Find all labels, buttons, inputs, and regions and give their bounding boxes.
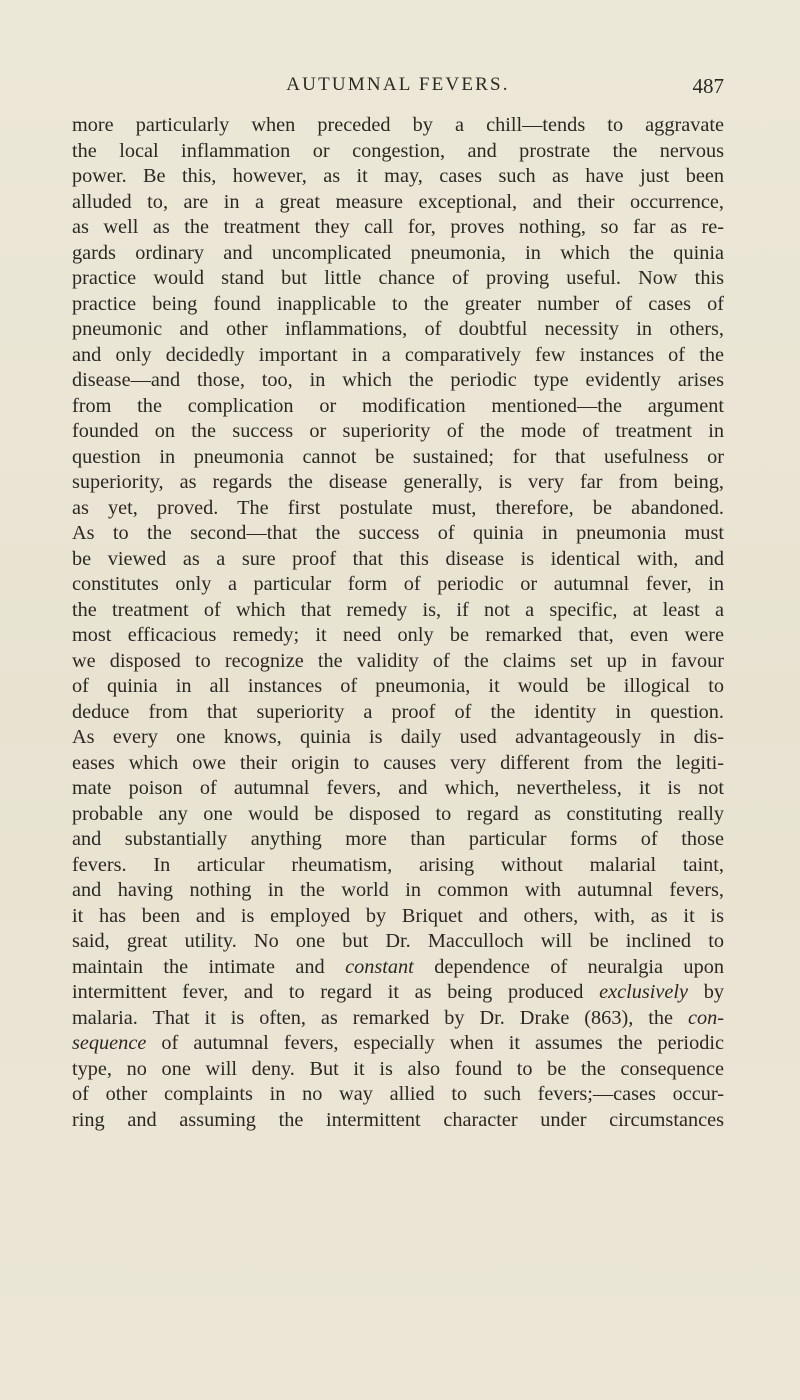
text-line: gards ordinary and uncomplicated pneumonia, in which the quinia [72, 241, 724, 264]
italic-word: con- [687, 1006, 724, 1029]
running-head [72, 74, 724, 106]
text-line: as well as the treatment they call for, proves nothing, so far as re- [72, 216, 724, 238]
text-line: the treatment of which that remedy is, if not a specific, at least a [72, 598, 724, 621]
text-line: we disposed to recognize the validity of the claims set up in favour [72, 649, 724, 672]
text-line: alluded to, are in a great measure exceptional, and their occurrence, [72, 190, 724, 213]
text-line: eases which owe their origin to causes very different from the legiti- [72, 751, 724, 774]
text-line: type, no one will deny. But it is also found to be the consequence [72, 1057, 724, 1080]
text-line [72, 1006, 724, 1032]
text-line: constitutes only a particular form of periodic or autumnal fever, in [72, 573, 724, 595]
text-line: most efficacious remedy; it need only be remarked that, even were [72, 624, 724, 646]
text-line: As to the second—that the success of quinia in pneumonia must [72, 522, 724, 544]
text-line: pneumonic and other inflammations, of doubtful necessity in others, [72, 318, 724, 340]
text-segment: by [688, 981, 724, 1003]
text-line [72, 955, 724, 981]
text-line: and having nothing in the world in common with autumnal fevers, [72, 879, 724, 901]
text-line: of quinia in all instances of pneumonia, it would be illogical to [72, 675, 724, 697]
text-line: mate poison of autumnal fevers, and which, nevertheless, it is not [72, 777, 724, 799]
text-line: and only decidedly important in a comparatively few instances of the [72, 343, 724, 366]
text-line: ring and assuming the intermittent character under circumstances [72, 1108, 724, 1131]
text-line: more particularly when preceded by a chill—tends to aggravate [72, 114, 724, 136]
text-line: founded on the success or superiority of the mode of treatment in [72, 420, 724, 442]
text-line: and substantially anything more than particular forms of those [72, 828, 724, 850]
text-line: practice being found inapplicable to the greater number of cases of [72, 292, 724, 315]
text-line: disease—and those, too, in which the periodic type evidently arises [72, 369, 724, 391]
text-segment: malaria. That it is often, as remarked by Dr. Drake (863), the [72, 1006, 688, 1029]
text-line [72, 1031, 724, 1057]
text-line: from the complication or modification mentioned—the argument [72, 394, 724, 417]
text-line: as yet, proved. The first postulate must, therefore, be abandoned. [72, 496, 724, 519]
text-line: be viewed as a sure proof that this disease is identical with, and [72, 547, 724, 570]
text-segment: of autumnal fevers, especially when it assumes the periodic [146, 1032, 724, 1054]
text-line: question in pneumonia cannot be sustained; for that usefulness or [72, 445, 724, 468]
text-line: said, great utility. No one but Dr. Macculloch will be inclined to [72, 930, 724, 952]
text-line: practice would stand but little chance of proving useful. Now this [72, 267, 724, 289]
text-line: fevers. In articular rheumatism, arising without malarial taint, [72, 853, 724, 876]
text-line: deduce from that superiority a proof of the identity in question. [72, 700, 724, 723]
text-line: As every one knows, quinia is daily used advantageously in dis- [72, 726, 724, 748]
text-segment: intermittent fever, and to regard it as being produced [72, 981, 600, 1003]
body-text [72, 113, 724, 1133]
text-segment: maintain the intimate and [72, 955, 346, 978]
text-line: the local inflammation or congestion, and prostrate the nervous [72, 139, 724, 162]
running-title: AUTUMNAL FEVERS. [286, 74, 510, 95]
italic-word: sequence [72, 1032, 147, 1054]
italic-word: exclusively [599, 981, 689, 1003]
text-line: probable any one would be disposed to regard as constituting really [72, 802, 724, 825]
text-line: of other complaints in no way allied to such fevers;—cases occur- [72, 1083, 724, 1105]
italic-word: constant [345, 955, 414, 978]
text-segment: dependence of neuralgia upon [413, 955, 724, 978]
text-line: it has been and is employed by Briquet and others, with, as it is [72, 904, 724, 927]
text-line [72, 980, 724, 1006]
text-line: superiority, as regards the disease generally, is very far from being, [72, 471, 724, 493]
text-line: power. Be this, however, as it may, cases such as have just been [72, 165, 724, 187]
page-number: 487 [692, 74, 724, 98]
